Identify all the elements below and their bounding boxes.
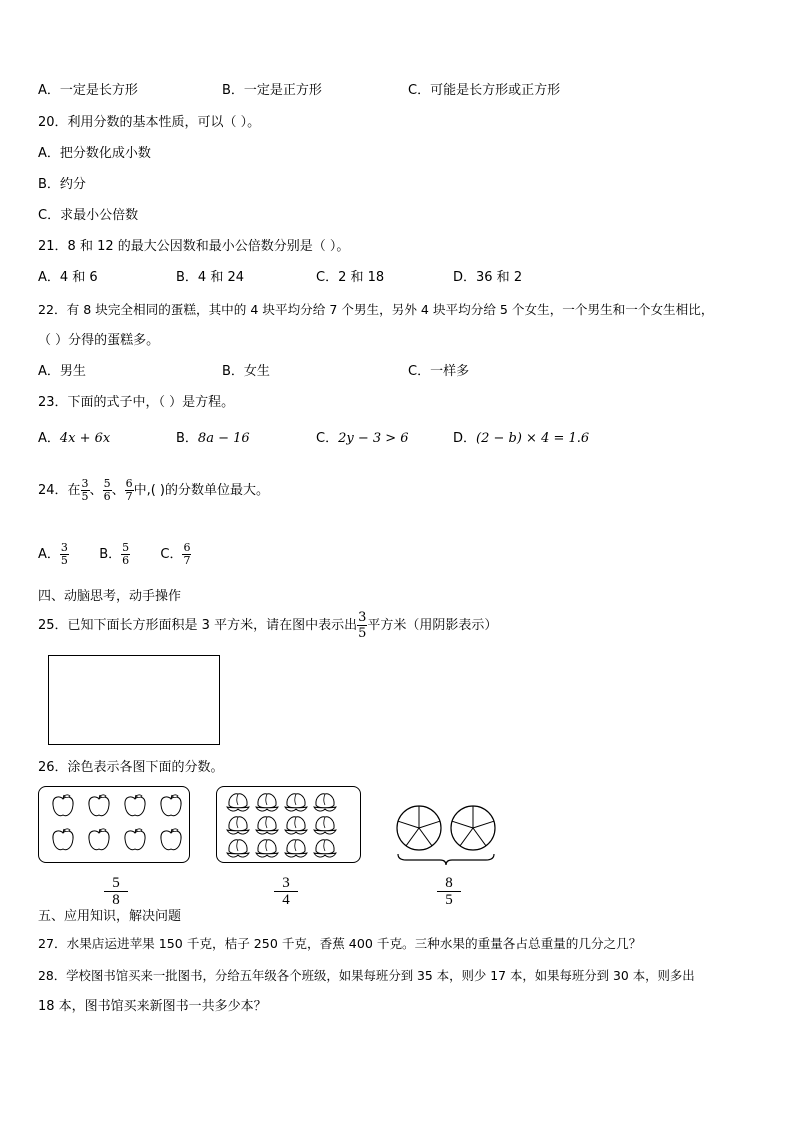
q25-fraction — [357, 610, 367, 641]
q23-option-a — [38, 430, 110, 448]
q22-stem-line2: （ ）分得的蛋糕多。 — [38, 333, 160, 348]
q20-option-b: B．约分 — [38, 177, 86, 192]
section-5-heading: 五、应用知识，解决问题 — [38, 909, 182, 924]
q19-option-c: C．可能是长方形或正方形 — [408, 83, 561, 98]
q26-fig1-fraction — [104, 875, 128, 908]
q24-f1-denominator: 5 — [81, 490, 89, 503]
q24-fraction-3 — [125, 478, 134, 503]
q24-f2-numerator: 5 — [103, 477, 111, 490]
q24-options — [38, 538, 191, 572]
brace-icon — [398, 854, 494, 865]
q24-option-c-fraction — [182, 542, 191, 567]
q20-option-c: C．求最小公倍数 — [38, 208, 139, 223]
q28-stem-line2: 18 本，图书馆买来新图书一共多少本？ — [38, 999, 267, 1014]
q26-fig3-fraction — [437, 875, 461, 908]
q22-option-a: A．男生 — [38, 364, 86, 379]
q23-option-d-label: D． — [453, 431, 477, 446]
q26-stem: 26．涂色表示各图下面的分数。 — [38, 760, 224, 775]
q21-option-b: B．4 和 24 — [176, 270, 244, 285]
circle-five-parts[interactable] — [397, 806, 441, 850]
q26-fig3-circles — [390, 798, 505, 868]
apple-icon[interactable] — [125, 829, 145, 850]
q26-fig3-denominator: 5 — [437, 891, 461, 908]
q25-denominator: 5 — [358, 626, 367, 641]
q24-num: 24．在 — [38, 483, 81, 498]
peach-icon[interactable] — [285, 817, 307, 834]
q23-option-b-label: B． — [176, 431, 198, 446]
q22-option-c: C．一样多 — [408, 364, 470, 379]
q23-option-c — [316, 430, 409, 448]
q23-option-b-expr: 8a − 16 — [197, 431, 250, 446]
q23-option-d — [453, 430, 589, 448]
q24-c-denominator: 7 — [183, 554, 191, 567]
q23-option-c-label: C． — [316, 431, 339, 446]
q24-fraction-1 — [81, 478, 90, 503]
q24-sep1: 、 — [89, 483, 103, 498]
apple-icon[interactable] — [53, 795, 73, 816]
q20-stem: 20．利用分数的基本性质，可以（ ）。 — [38, 115, 261, 130]
q25-post: 平方米（用阴影表示） — [367, 618, 498, 633]
peach-icon[interactable] — [227, 840, 249, 857]
q21-stem: 21．8 和 12 的最大公因数和最小公倍数分别是（ ）。 — [38, 239, 350, 254]
q20-option-a: A．把分数化成小数 — [38, 146, 151, 161]
q24-option-c-label: C． — [160, 547, 183, 562]
q21-option-a: A．4 和 6 — [38, 270, 98, 285]
q25-rectangle[interactable] — [48, 655, 220, 745]
q19-option-a: A．一定是长方形 — [38, 83, 138, 98]
peach-icon[interactable] — [314, 794, 336, 811]
q24-f3-numerator: 6 — [125, 477, 133, 490]
q26-fig2-numerator: 3 — [282, 875, 290, 891]
q24-a-numerator: 3 — [60, 541, 68, 554]
apple-icon[interactable] — [53, 829, 73, 850]
q24-f3-denominator: 7 — [125, 490, 133, 503]
q24-option-a-label: A． — [38, 547, 60, 562]
peach-icon[interactable] — [314, 817, 336, 834]
apple-icon[interactable] — [89, 829, 109, 850]
q24-b-numerator: 5 — [122, 541, 130, 554]
q21-option-d: D．36 和 2 — [453, 270, 523, 285]
q26-fig1-denominator: 8 — [104, 891, 128, 908]
q28-stem-line1: 28．学校图书馆买来一批图书，分给五年级各个班级，如果每班分到 35 本，则少 17 本，如果每班分到 30 本，则多出 — [38, 968, 695, 983]
q23-option-c-expr: 2y − 3 > 6 — [338, 431, 409, 446]
section-4-heading: 四、动脑思考，动手操作 — [38, 589, 182, 604]
q26-fig1-numerator: 5 — [112, 875, 120, 891]
peach-icon[interactable] — [227, 794, 249, 811]
q23-option-b — [176, 430, 250, 448]
q24-f2-denominator: 6 — [103, 490, 111, 503]
q24-f1-numerator: 3 — [81, 477, 89, 490]
peach-icon[interactable] — [256, 840, 278, 857]
q22-option-b: B．女生 — [222, 364, 270, 379]
q26-fig2-peaches — [216, 786, 362, 864]
q26-fig3-numerator: 8 — [445, 875, 453, 891]
q23-stem: 23．下面的式子中，（ ）是方程。 — [38, 395, 235, 410]
apple-icon[interactable] — [89, 795, 109, 816]
q24-option-a-fraction — [60, 542, 69, 567]
q24-sep2: 、 — [111, 483, 125, 498]
apple-icon[interactable] — [161, 829, 181, 850]
q24-option-b-fraction — [121, 542, 130, 567]
q19-option-b: B．一定是正方形 — [222, 83, 322, 98]
q27-stem: 27．水果店运进苹果 150 千克，桔子 250 千克，香蕉 400 千克。三种水果的重量各占总重量的几分之几？ — [38, 936, 642, 951]
peach-icon[interactable] — [314, 840, 336, 857]
q24-fraction-2 — [103, 478, 112, 503]
circle-five-parts[interactable] — [451, 806, 495, 850]
q24-a-denominator: 5 — [60, 554, 68, 567]
q24-c-numerator: 6 — [183, 541, 191, 554]
q26-fig2-fraction — [274, 875, 298, 908]
q24-option-b-label: B． — [99, 547, 122, 562]
peach-icon[interactable] — [227, 817, 249, 834]
q22-stem-line1: 22．有 8 块完全相同的蛋糕，其中的 4 块平均分给 7 个男生，另外 4 块平均分给 5 个女生，一个男生和一个女生相比， — [38, 302, 714, 317]
peach-icon[interactable] — [285, 840, 307, 857]
q26-fig1-apples — [38, 786, 190, 864]
apple-icon[interactable] — [161, 795, 181, 816]
q23-option-a-label: A． — [38, 431, 60, 446]
q24-stem — [38, 474, 269, 508]
q24-rest: 中,( )的分数单位最大。 — [133, 483, 269, 498]
q23-option-a-expr: 4x + 6x — [59, 431, 111, 446]
q26-fig2-denominator: 4 — [274, 891, 298, 908]
q25-stem — [38, 606, 497, 646]
apple-icon[interactable] — [125, 795, 145, 816]
peach-icon[interactable] — [256, 817, 278, 834]
q24-b-denominator: 6 — [122, 554, 130, 567]
q25-numerator: 3 — [358, 610, 367, 625]
peach-icon[interactable] — [256, 794, 278, 811]
q25-pre: 25．已知下面长方形面积是 3 平方米，请在图中表示出 — [38, 618, 358, 633]
q21-option-c: C．2 和 18 — [316, 270, 385, 285]
peach-icon[interactable] — [285, 794, 307, 811]
q23-option-d-expr: (2 − b) × 4 = 1.6 — [476, 431, 590, 446]
